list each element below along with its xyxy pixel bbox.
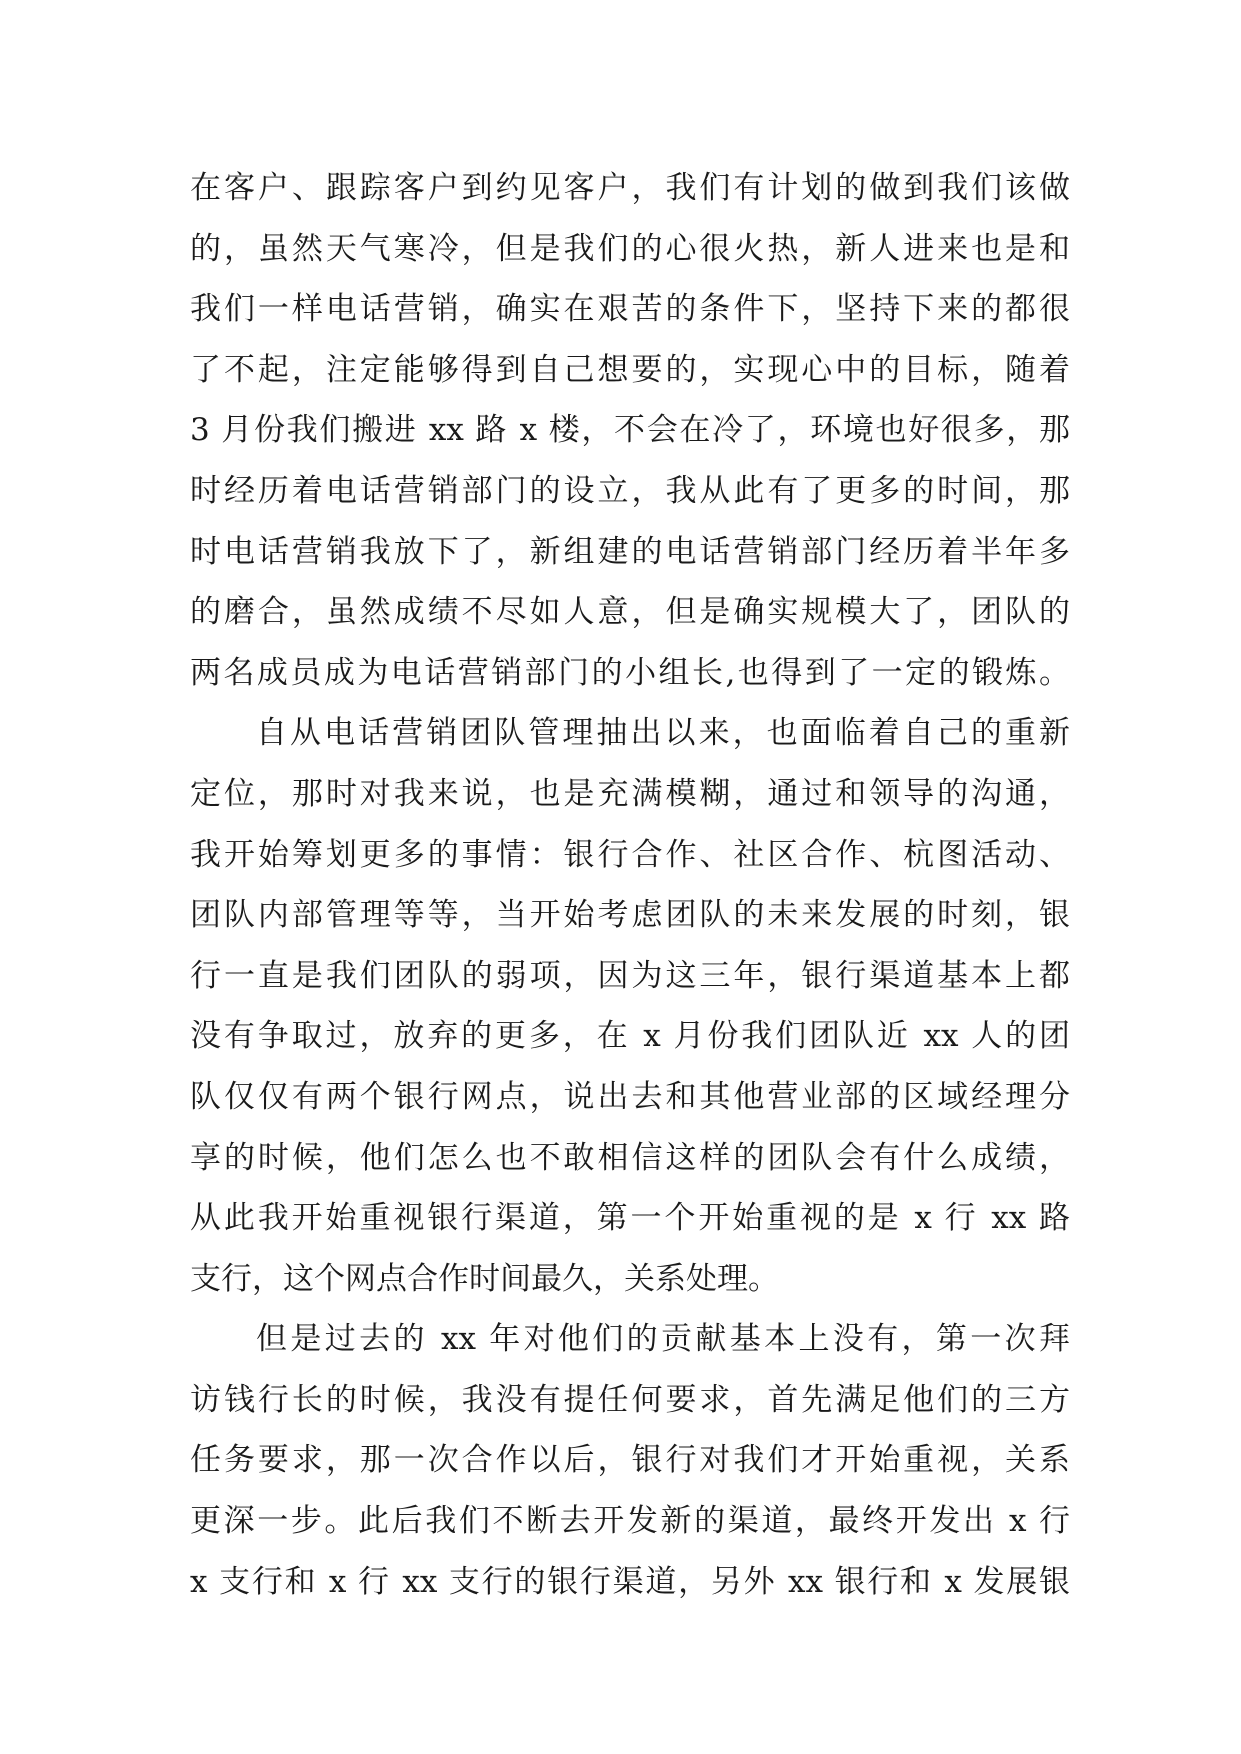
text-line: 队仅仅有两个银行网点，说出去和其他营业部的区域经理分 <box>190 1078 1070 1115</box>
text-line: 我开始筹划更多的事情：银行合作、社区合作、杭图活动、 <box>190 836 1070 873</box>
text-line: 自从电话营销团队管理抽出以来，也面临着自己的重新 <box>256 715 1070 752</box>
text-line: 两名成员成为电话营销部门的小组长,也得到了一定的锻炼。 <box>190 654 1070 691</box>
paragraph <box>190 158 1070 703</box>
body-text <box>190 158 1070 1612</box>
text-line: 定位，那时对我来说，也是充满模糊，通过和领导的沟通， <box>190 775 1070 812</box>
text-line: 但是过去的 xx 年对他们的贡献基本上没有，第一次拜 <box>256 1321 1070 1358</box>
text-line: 我们一样电话营销，确实在艰苦的条件下，坚持下来的都很 <box>190 291 1070 328</box>
text-line: 的磨合，虽然成绩不尽如人意，但是确实规模大了，团队的 <box>190 594 1070 631</box>
text-line: 从此我开始重视银行渠道，第一个开始重视的是 x 行 xx 路 <box>190 1200 1070 1237</box>
text-line: x 支行和 x 行 xx 支行的银行渠道，另外 xx 银行和 x 发展银 <box>190 1563 1070 1600</box>
text-line: 更深一步。此后我们不断去开发新的渠道，最终开发出 x 行 <box>190 1503 1070 1540</box>
text-line: 时经历着电话营销部门的设立，我从此有了更多的时间，那 <box>190 472 1070 509</box>
paragraph <box>190 703 1070 1309</box>
text-line: 任务要求，那一次合作以后，银行对我们才开始重视，关系 <box>190 1442 1070 1479</box>
text-line: 了不起，注定能够得到自己想要的，实现心中的目标，随着 <box>190 351 1070 388</box>
text-line: 享的时候，他们怎么也不敢相信这样的团队会有什么成绩， <box>190 1139 1070 1176</box>
text-line: 没有争取过，放弃的更多，在 x 月份我们团队近 xx 人的团 <box>190 1018 1070 1055</box>
text-line: 团队内部管理等等，当开始考虑团队的未来发展的时刻，银 <box>190 897 1070 934</box>
text-line: 访钱行长的时候，我没有提任何要求，首先满足他们的三方 <box>190 1381 1070 1418</box>
text-line: 在客户、跟踪客户到约见客户，我们有计划的做到我们该做 <box>190 170 1070 206</box>
paragraph <box>190 1309 1070 1612</box>
text-line: 行一直是我们团队的弱项，因为这三年，银行渠道基本上都 <box>190 957 1070 994</box>
text-line: 3 月份我们搬进 xx 路 x 楼，不会在冷了，环境也好很多，那 <box>190 412 1070 449</box>
text-line: 时电话营销我放下了，新组建的电话营销部门经历着半年多 <box>190 533 1070 570</box>
text-line: 支行，这个网点合作时间最久，关系处理。 <box>190 1260 779 1297</box>
text-line: 的，虽然天气寒冷，但是我们的心很火热，新人进来也是和 <box>190 230 1070 267</box>
